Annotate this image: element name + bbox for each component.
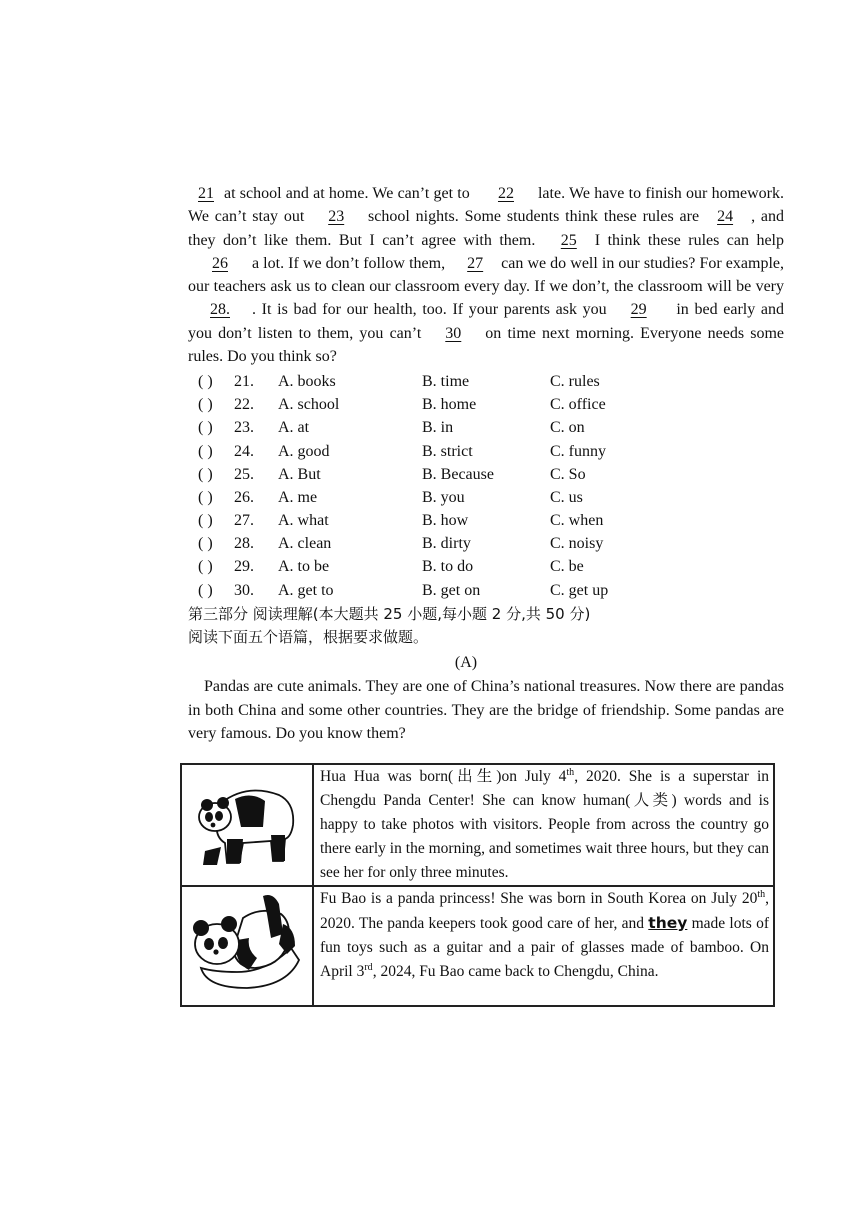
- ordinal-suffix: th: [757, 888, 766, 900]
- option-c: C. funny: [550, 442, 606, 460]
- question-number: 23.: [234, 419, 254, 437]
- option-a: A. books: [278, 372, 336, 390]
- huahua-description: [313, 764, 774, 886]
- question-row: [188, 440, 784, 463]
- table-row: [181, 886, 774, 1006]
- passage-label: (A): [454, 654, 478, 672]
- panda-illustration-cell: [181, 764, 313, 886]
- answer-paren: ( ): [198, 512, 213, 530]
- option-a: A. me: [278, 488, 318, 506]
- answer-paren: ( ): [198, 581, 213, 599]
- cloze-text: school nights. Some students think these rules are: [362, 208, 700, 226]
- answer-paren: ( ): [198, 535, 213, 553]
- answer-paren: ( ): [198, 372, 213, 390]
- option-b: B. get on: [422, 581, 481, 599]
- option-b: B. dirty: [422, 535, 471, 553]
- option-b: B. how: [422, 512, 469, 530]
- blank-30: 30: [445, 324, 462, 342]
- question-row: [188, 370, 784, 393]
- fubao-description: [313, 886, 774, 1006]
- option-c: C. rules: [550, 372, 600, 390]
- blank-25: 25: [560, 231, 577, 249]
- option-c: C. be: [550, 558, 584, 576]
- huahua-text-1: Hua Hua was born(出生)on July 4: [320, 768, 567, 785]
- cloze-passage: [188, 182, 784, 368]
- fubao-text-3: made lots of fun toys such as a guitar and a pair of glasses made of bamboo. On April 3: [320, 915, 769, 980]
- option-a: A. good: [278, 442, 330, 460]
- answer-paren: ( ): [198, 558, 213, 576]
- answer-paren: ( ): [198, 419, 213, 437]
- question-row: [188, 579, 784, 602]
- highlighted-word: they: [648, 914, 688, 932]
- fubao-text-4: , 2024, Fu Bao came back to Chengdu, China.: [372, 963, 659, 980]
- panda-lying-icon: [187, 888, 307, 996]
- question-row: [188, 510, 784, 533]
- option-a: A. to be: [278, 558, 330, 576]
- option-a: A. what: [278, 512, 329, 530]
- section-title: 第三部分 阅读理解(本大题共 25 小题,每小题 2 分,共 50 分): [188, 605, 591, 624]
- option-c: C. us: [550, 488, 583, 506]
- question-row: [188, 533, 784, 556]
- blank-27: 27: [467, 254, 484, 272]
- cloze-text: , and they don’t like them. But I can’t agree with them.: [188, 208, 785, 249]
- cloze-text: can we do well in our studies? For example, our teachers ask us to clean our classroom every day. If we don’t, the classroom will be very: [188, 254, 784, 296]
- option-b: B. to do: [422, 558, 474, 576]
- answer-paren: ( ): [198, 442, 213, 460]
- fubao-text-2: , 2020. The panda keepers took good care of her, and: [320, 890, 769, 932]
- table-row: [181, 764, 774, 886]
- blank-22: 22: [497, 185, 514, 202]
- cloze-text: late. We have to finish our homework. We can’t stay out: [188, 185, 785, 226]
- panda-walking-icon: [191, 773, 303, 869]
- question-number: 24.: [234, 442, 254, 460]
- question-row: [188, 463, 784, 486]
- panda-table: [180, 763, 775, 1007]
- option-b: B. home: [422, 396, 477, 414]
- huahua-text-2: , 2020. She is a superstar in Chengdu Panda Center! She can know human(人类) words and is happy to take photos with visitors. People from across the country go there early in the morning, and sometimes wait three hours, but they can see her for only three minutes.: [320, 768, 769, 881]
- blank-23: 23: [328, 208, 345, 226]
- answer-paren: ( ): [198, 488, 213, 506]
- cloze-text: I think these rules can help: [594, 231, 785, 249]
- question-number: 21.: [234, 372, 254, 390]
- section-instruction: 阅读下面五个语篇，根据要求做题。: [188, 628, 429, 647]
- option-c: C. noisy: [550, 535, 604, 553]
- passage-intro: Pandas are cute animals. They are one of China’s national treasures. Now there are pandas in both China and some other countries. They are the bridge of friendship. Some pandas are very famous. Do you know them?: [188, 678, 784, 742]
- fubao-text-1: Fu Bao is a panda princess! She was born in South Korea on July 20: [320, 890, 758, 907]
- cloze-text: in bed early and you don’t listen to them, you can’t: [188, 301, 784, 342]
- option-c: C. get up: [550, 581, 609, 599]
- option-c: C. when: [550, 512, 604, 530]
- question-number: 25.: [234, 465, 254, 483]
- options-list: [188, 370, 784, 602]
- option-c: C. on: [550, 419, 585, 437]
- cloze-text: at school and at home. We can’t get to: [224, 185, 474, 202]
- blank-29: 29: [630, 301, 647, 319]
- option-b: B. time: [422, 372, 470, 390]
- answer-paren: ( ): [198, 396, 213, 414]
- ordinal-suffix: th: [566, 766, 575, 778]
- blank-21: 21: [198, 185, 214, 202]
- question-row: [188, 486, 784, 509]
- question-number: 29.: [234, 558, 254, 576]
- cloze-text: on time next morning. Everyone needs some rules. Do you think so?: [188, 324, 784, 366]
- ordinal-suffix: rd: [364, 961, 373, 973]
- option-a: A. clean: [278, 535, 332, 553]
- question-number: 27.: [234, 512, 254, 530]
- option-a: A. get to: [278, 581, 334, 599]
- option-b: B. in: [422, 419, 454, 437]
- option-b: B. strict: [422, 442, 473, 460]
- question-row: [188, 394, 784, 417]
- option-a: A. at: [278, 419, 310, 437]
- exam-page: [188, 182, 784, 745]
- question-row: [188, 417, 784, 440]
- question-number: 22.: [234, 396, 254, 414]
- blank-26: 26: [212, 254, 228, 272]
- question-row: [188, 556, 784, 579]
- option-c: C. office: [550, 396, 606, 414]
- option-a: A. school: [278, 396, 340, 414]
- option-b: B. Because: [422, 465, 494, 483]
- question-number: 30.: [234, 581, 254, 599]
- answer-paren: ( ): [198, 465, 213, 483]
- option-a: A. But: [278, 465, 321, 483]
- option-c: C. So: [550, 465, 586, 483]
- cloze-text: . It is bad for our health, too. If your parents ask you: [252, 301, 607, 319]
- option-b: B. you: [422, 488, 465, 506]
- blank-28: 28.: [210, 301, 230, 319]
- panda-illustration-cell: [181, 886, 313, 1006]
- blank-24: 24: [717, 208, 734, 226]
- question-number: 28.: [234, 535, 254, 553]
- question-number: 26.: [234, 488, 254, 506]
- cloze-text: a lot. If we don’t follow them,: [252, 254, 450, 272]
